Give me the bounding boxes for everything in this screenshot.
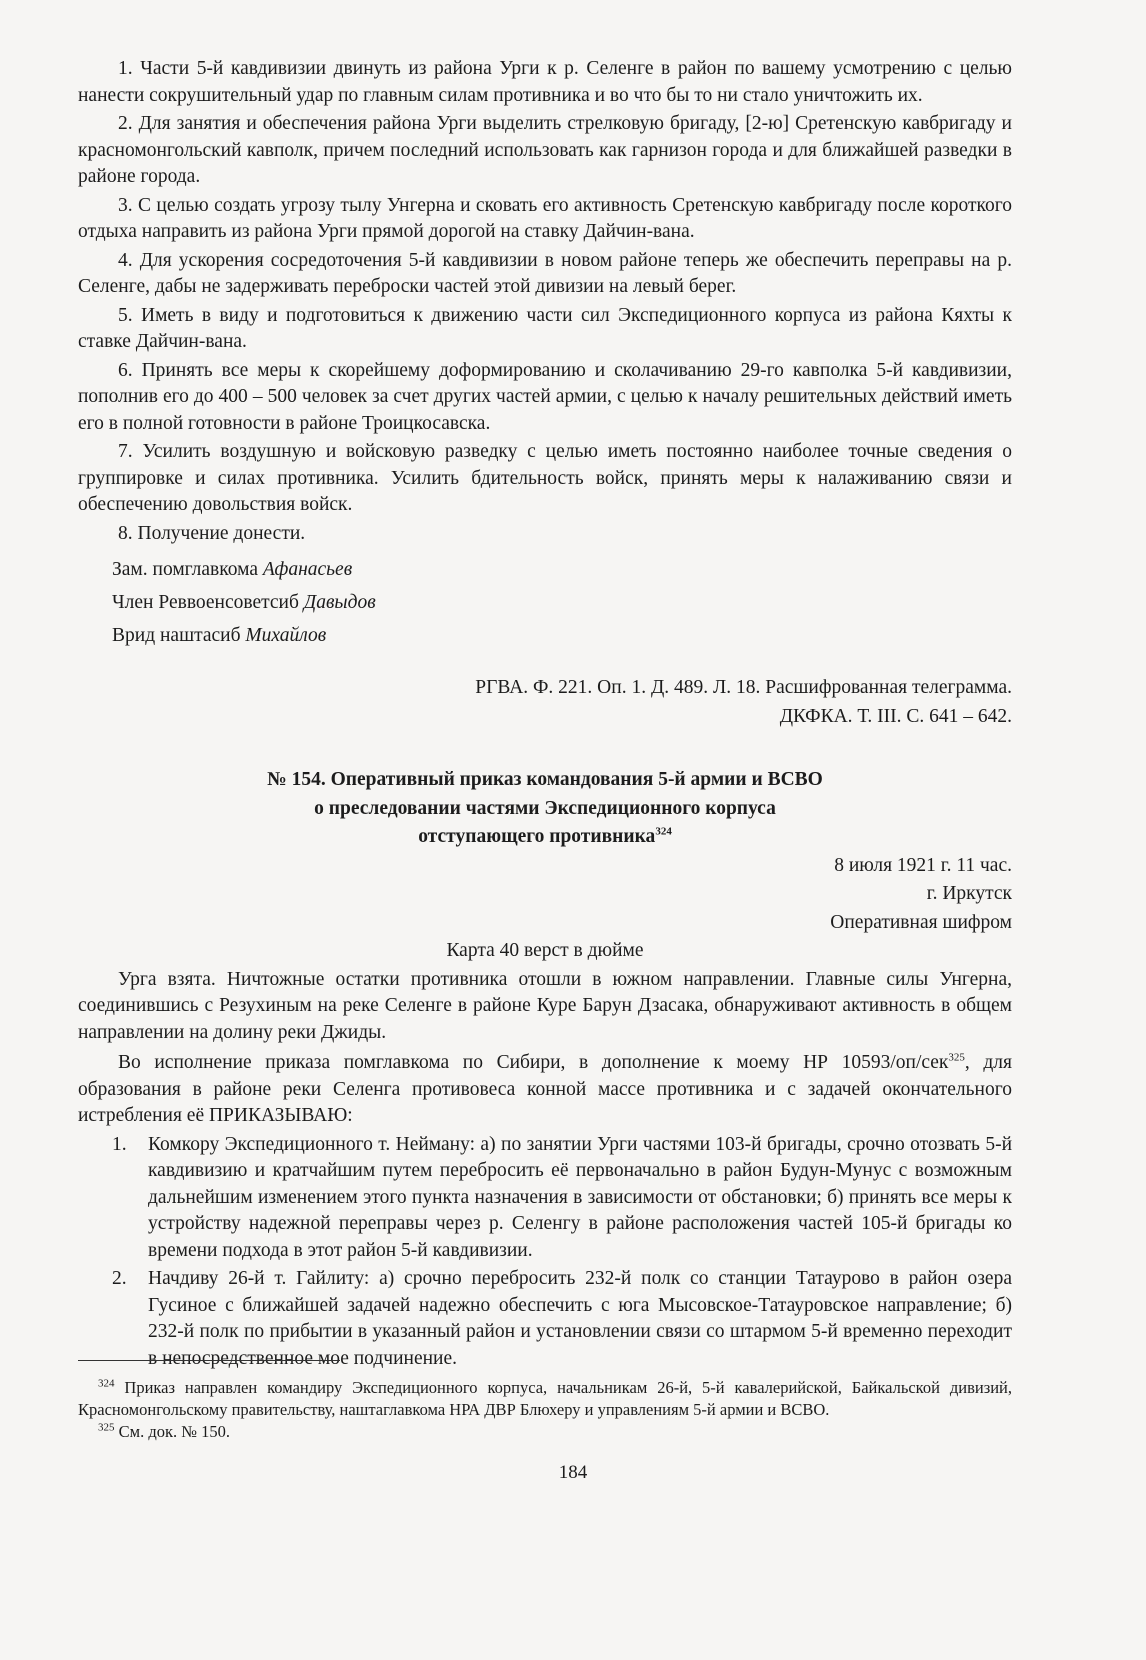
footnotes [78,1377,1012,1443]
footnote [78,1421,1012,1443]
source-line: ДКФКА. Т. III. С. 641 – 642. [779,705,1012,727]
order-item: 5. Иметь в виду и подготовиться к движению части сил Экспедиционного корпуса из района Кяхты к ставке Дайчин-вана. [78,304,1012,352]
footnote [78,1377,1012,1421]
archive-source [78,675,1012,732]
signature-name: Давыдов [303,592,376,613]
footnote-ref: 325 [948,1051,965,1064]
paragraph: Урга взята. Ничтожные остатки противника отошли в южном направлении. Главные силы Унгерна, соединившись с Резухиным на реке Селенге в районе Куре Барун Дзасака, обнаруживают активность в общем направлении на долину реки Джиды. [78,968,1012,1043]
paragraph-text: , для образования в районе реки Селенга противовеса конной массе противника и с задачей окончательного истребления её ПРИКАЗЫВАЮ: [78,1052,1012,1126]
item-text: Комкору Экспедиционного т. Нейману: а) по занятии Урги частями 103-й бригады, срочно отозвать 5-й кавдивизию и кратчайшим путем перебросить её первоначально в район Будун-Мунус с возможным дальнейшим изменением этого пункта назначения в зависимости от обстановки; б) принять все меры к устройству надежной переправы через р. Селенгу в районе расположения частей 105-й бригады ко времени подхода в этот район 5-й кавдивизии. [148,1133,1012,1261]
document-title [78,824,1012,851]
document-154 [78,767,1012,1374]
signature-name: Афанасьев [262,559,353,580]
order-list-item [78,1132,1012,1265]
signature-line [112,623,1012,650]
signature-name: Михайлов [245,625,327,646]
footnote-text: Приказ направлен командиру Экспедиционного корпуса, начальникам 26-й, 5-й кавалерийской, Байкальской дивизий, Красномонгольскому правительству, наштаглавкома НРА ДВР Блюхеру и управлениям 5-й армии и ВСВО. [78,1378,1012,1419]
paragraph-text: Во исполнение приказа помглавкома по Сибири, в дополнение к моему НР 10593/оп/сек [118,1052,949,1073]
paragraph [78,1050,1012,1130]
source-line: РГВА. Ф. 221. Оп. 1. Д. 489. Л. 18. Расшифрованная телеграмма. [475,677,1012,698]
signature-role: Член Реввоенсоветсиб [112,592,299,613]
footnote-number: 324 [98,1377,115,1390]
signature-line [112,590,1012,617]
footnote-ref: 324 [655,825,672,838]
signature-role: Врид наштасиб [112,625,241,646]
order-item: 7. Усилить воздушную и войсковую разведку с целью иметь постоянно наиболее точные сведения о группировке и силах противника. Усилить бдительность войск, принять меры к налаживанию связи и обеспечению довольствия войск. [78,441,1012,515]
document-title: о преследовании частями Экспедиционного корпуса [314,797,776,819]
item-number: 1. [112,1133,127,1155]
map-scale: Карта 40 верст в дюйме [446,940,644,961]
order-list-item [78,1266,1012,1372]
signature-role: Зам. помглавкома [112,559,258,580]
signatures [78,557,1012,656]
page-number: 184 [558,1462,588,1483]
order-item: 2. Для занятия и обеспечения района Урги выделить стрелковую бригаду, [2-ю] Сретенскую кавбригаду и красномонгольский кавполк, причем последний использовать как гарнизон города и для ближайшей разведки в районе города. [78,113,1012,187]
document-title: № 154. Оперативный приказ командования 5-й армии и ВСВО [267,769,823,790]
previous-document-continuation [78,56,1012,549]
order-item: 6. Принять все меры к скорейшему доформированию и сколачиванию 29-го кавполка 5-й кавдивизии, пополнив его до 400 – 500 человек за счет других частей армии, с целью к началу решительных действий иметь его в полной готовности в районе Троицкосавска. [78,359,1012,434]
title-text: отступающего противника [418,826,656,847]
document-place: г. Иркутск [926,883,1012,904]
footnote-number: 325 [98,1421,115,1434]
order-item: 3. С целью создать угрозу тылу Унгерна и сковать его активность Сретенскую кавбригаду после короткого отдыха направить из района Урги прямой дорогой на ставку Дайчин-вана. [78,194,1012,242]
document-date: 8 июля 1921 г. 11 час. [834,854,1012,876]
transmission-mode: Оперативная шифром [830,911,1012,933]
order-item: 4. Для ускорения сосредоточения 5-й кавдивизии в новом районе теперь же обеспечить переправы на р. Селенге, дабы не задерживать переброски частей этой дивизии на левый берег. [78,249,1012,297]
footnote-text: См. док. № 150. [118,1422,230,1441]
order-item: 1. Части 5-й кавдивизии двинуть из района Урги к р. Селенге в район по вашему усмотрению с целью нанести сокрушительный удар по главным силам противника и во что бы то ни стало уничтожить их. [78,58,1012,106]
signature-line [112,557,1012,584]
item-number: 2. [112,1268,127,1289]
item-text: Начдиву 26-й т. Гайлиту: а) срочно перебросить 232-й полк со станции Татаурово в район озера Гусиное с ближайшей задачей надежно обеспечить с юга Мысовское-Татауровское направление; б) 232-й полк по прибытии в указанный район и установлении связи со штармом 5-й временно переходит в непосредственное мое подчинение. [148,1268,1012,1369]
order-item: 8. Получение донести. [118,522,306,544]
footnote-divider [78,1360,340,1361]
